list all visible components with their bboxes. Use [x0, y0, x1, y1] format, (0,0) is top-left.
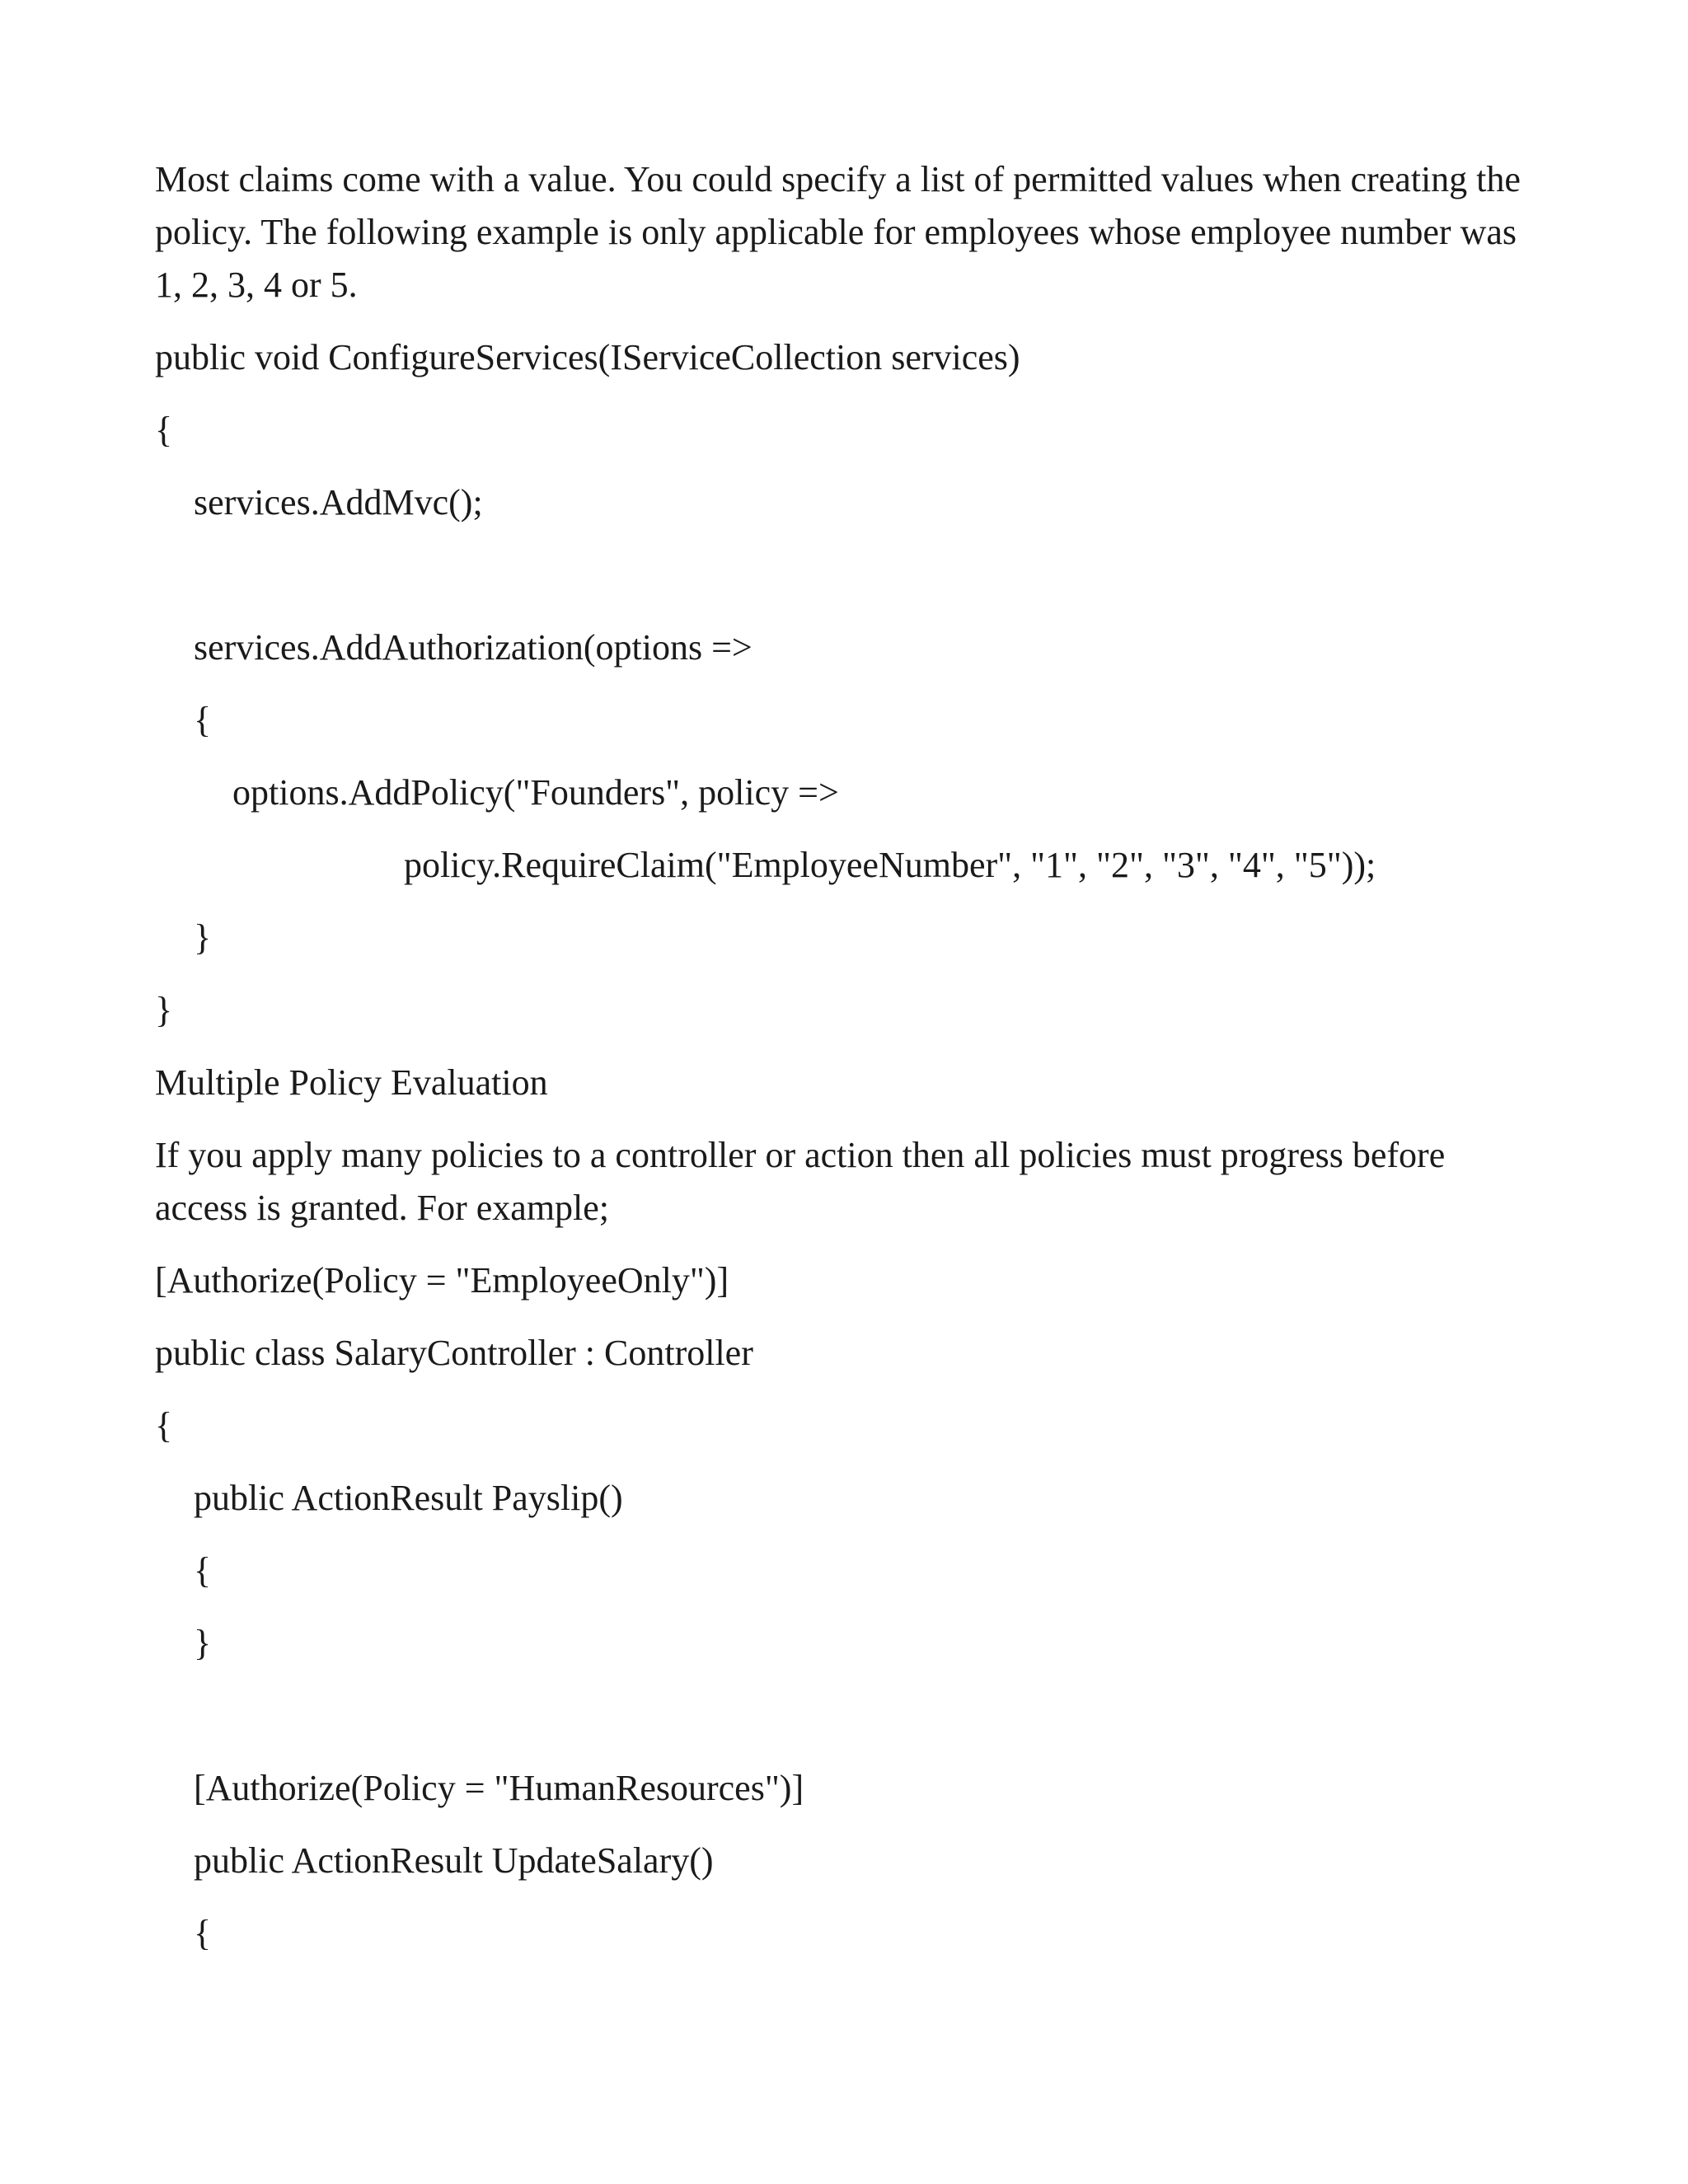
code-line: } — [155, 990, 173, 1030]
code-line: [Authorize(Policy = "HumanResources")] — [194, 1768, 804, 1808]
code-line: public ActionResult Payslip() — [194, 1478, 623, 1518]
code-line: } — [194, 917, 212, 958]
code-line-blank — [155, 1690, 1540, 1742]
code-line: [Authorize(Policy = "EmployeeOnly")] — [155, 1260, 729, 1301]
section-paragraph: If you apply many policies to a controller or action then all policies must progress before access is granted. For example; — [155, 1135, 1446, 1228]
code-line: services.AddMvc(); — [194, 482, 483, 523]
code-block-salary-controller — [155, 1254, 1540, 1960]
code-line: policy.RequireClaim("EmployeeNumber", "1", "2", "3", "4", "5")); — [404, 845, 1376, 885]
document-content — [155, 153, 1540, 1980]
code-line: { — [194, 1550, 212, 1591]
code-line: { — [155, 410, 173, 450]
code-line: services.AddAuthorization(options => — [194, 627, 753, 668]
section-heading: Multiple Policy Evaluation — [155, 1062, 548, 1103]
code-line: public ActionResult UpdateSalary() — [194, 1840, 714, 1881]
code-line: } — [194, 1623, 212, 1663]
intro-paragraph: Most claims come with a value. You could specify a list of permitted values when creating the policy. The following example is only applicable for employees whose employee number was 1, 2, 3, 4 or 5. — [155, 159, 1521, 305]
code-line: { — [194, 1913, 212, 1953]
code-line: public void ConfigureServices(IServiceCollection services) — [155, 337, 1020, 377]
code-line: public class SalaryController : Controller — [155, 1333, 753, 1373]
code-line: options.AddPolicy("Founders", policy => — [232, 772, 839, 813]
code-line-blank — [155, 549, 1540, 602]
code-line: { — [155, 1405, 173, 1446]
code-block-configure-services — [155, 331, 1540, 1037]
code-line: { — [194, 700, 212, 740]
